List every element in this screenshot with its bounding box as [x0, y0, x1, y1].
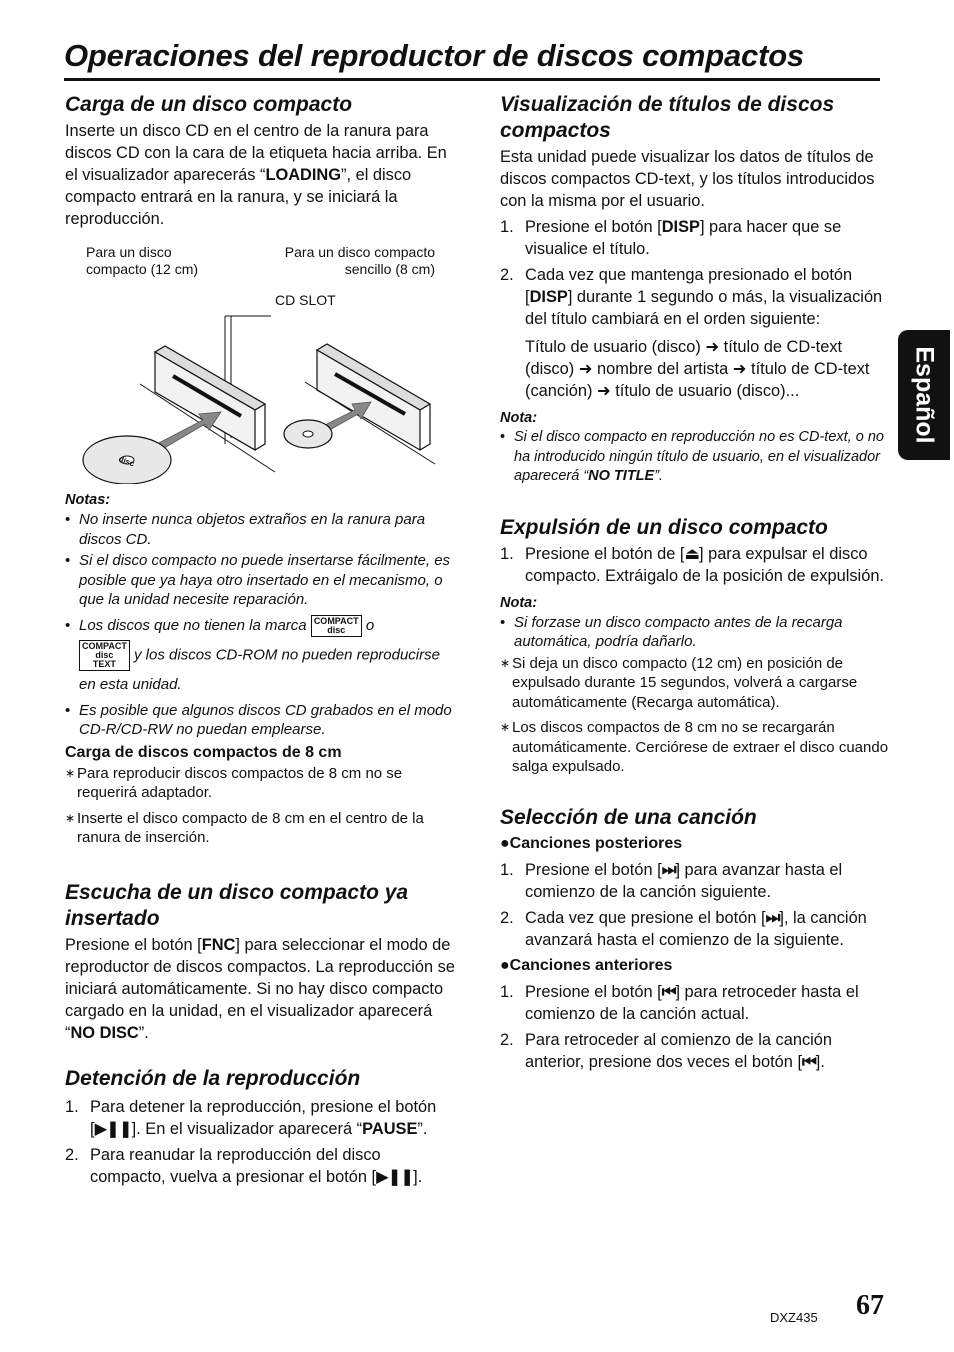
cd-8cm-disc: [284, 420, 332, 448]
right-column: [500, 92, 892, 1077]
visualizacion-notes: [500, 428, 892, 487]
posteriores-steps: [500, 859, 892, 951]
heading-detencion: Detención de la reproducción: [65, 1066, 361, 1090]
notes-label: Notas:: [65, 492, 111, 508]
previous-track-icon: ⏮: [802, 1052, 816, 1071]
subheading-posteriores: ●Canciones posteriores: [500, 834, 683, 852]
heading-visualizacion: Visualización de títulos de discos compactos: [500, 93, 835, 142]
page-title: Operaciones del reproductor de discos compactos: [64, 36, 880, 81]
subheading-8cm: Carga de discos compactos de 8 cm: [65, 743, 342, 761]
note-item: • Los discos que no tienen la marca COMPACT disc o COMPACT disc TEXT y los discos CD-ROM no pueden reproducirse en esta unidad.: [65, 615, 440, 693]
step-item: 2. Cada vez que mantenga presionado el botón [DISP] durante 1 segundo o más, la visualización del título cambiará en el orden siguiente: Título de usuario (disco) ➜ título de CD-text (disco) ➜ nombre del artista ➜ título de CD-text (canción) ➜ título de usuario (disco)...: [500, 264, 892, 402]
caption-12cm: Para un disco compacto (12 cm): [86, 244, 199, 277]
step-item: 2. Para retroceder al comienzo de la canción anterior, presione dos veces el botón [⏮].: [500, 1030, 833, 1071]
heading-escucha: Escucha de un disco compacto ya insertado: [65, 880, 409, 930]
caption-8cm: Para un disco compacto sencillo (8 cm): [284, 244, 435, 277]
model-number: DXZ435: [770, 1310, 818, 1325]
step-item: 1. Para detener la reproducción, presione el botón [▶❚❚]. En el visualizador aparecerá “PAUSE”.: [65, 1097, 437, 1138]
visualizacion-paragraph: Esta unidad puede visualizar los datos de títulos de discos compactos CD-text, y los títulos introducidos con la misma por el usuario.: [500, 148, 875, 210]
asterisk-item: ∗ Si deja un disco compacto (12 cm) en posición de expulsado durante 15 segundos, volverá a cargarse automáticamente (Recarga automática).: [500, 654, 858, 711]
svg-text:disc: disc: [117, 454, 136, 469]
play-pause-icon: ▶❚❚: [94, 1119, 132, 1138]
page-number: 67: [856, 1290, 884, 1321]
carga-notes: [65, 510, 460, 740]
note-item: • No inserte nunca objetos extraños en la ranura para discos CD.: [65, 511, 426, 548]
cd-insertion-figure: [65, 244, 455, 484]
cd-12cm-disc: [83, 436, 171, 484]
heading-seleccion: Selección de una canción: [500, 805, 757, 829]
step-item: 2. Para reanudar la reproducción del disco compacto, vuelva a presionar el botón [▶❚❚].: [65, 1145, 423, 1186]
left-column: [65, 92, 460, 1192]
expulsion-notes: [500, 613, 892, 652]
note-item: • Si el disco compacto no puede insertarse fácilmente, es posible que ya haya otro insertado en el mecanismo, o que la unidad necesite reparación.: [65, 552, 451, 608]
asterisk-item: ∗ Inserte el disco compacto de 8 cm en el centro de la ranura de inserción.: [65, 809, 424, 846]
heading-expulsion: Expulsión de un disco compacto: [500, 515, 828, 539]
asterisk-item: ∗ Los discos compactos de 8 cm no se recargarán automáticamente. Cerciórese de extraer el disco cuando salga expulsado.: [500, 719, 889, 775]
step-item: 1. Presione el botón [DISP] para hacer que se visualice el título.: [500, 218, 842, 258]
compact-disc-logo: COMPACT disc: [311, 615, 362, 637]
previous-track-icon: ⏮: [661, 982, 676, 1001]
title-sequence: Título de usuario (disco) ➜ título de CD-text (disco) ➜ nombre del artista ➜ título de CD-text (canción) ➜ título de usuario (disco)...: [525, 338, 870, 400]
note-item: • Es posible que algunos discos CD grabados en el modo CD-R/CD-RW no puedan emplearse.: [65, 701, 452, 738]
note-item: • Si el disco compacto en reproducción no es CD-text, o no ha introducido ningún título de usuario, en el visualizador aparecerá “NO TITLE”.: [500, 429, 884, 484]
compact-disc-text-logo: COMPACT disc TEXT: [79, 640, 130, 671]
step-item: 1. Presione el botón de [⏏] para expulsar el disco compacto. Extráigalo de la posición de expulsión.: [500, 544, 884, 585]
carga-8cm-list: [65, 764, 460, 848]
step-item: 1. Presione el botón [⏭] para avanzar hasta el comienzo de la canción siguiente.: [500, 860, 843, 901]
caption-cd-slot: CD SLOT: [275, 292, 336, 308]
detencion-steps: [65, 1096, 460, 1188]
nota-label: Nota:: [500, 410, 538, 426]
escucha-paragraph: Presione el botón [FNC] para seleccionar el modo de reproductor de discos compactos. La reproducción se iniciará automáticamente. Si no hay disco compacto cargado en la unidad, en el visualizador aparecerá “NO DISC”.: [65, 935, 455, 1042]
step-item: 2. Cada vez que presione el botón [⏭], la canción avanzará hasta el comienzo de la siguiente.: [500, 908, 867, 949]
next-track-icon: ⏭: [765, 908, 780, 927]
anteriores-steps: [500, 981, 892, 1073]
asterisk-item: ∗ Para reproducir discos compactos de 8 cm no se requerirá adaptador.: [65, 764, 403, 801]
eject-icon: ⏏: [684, 544, 699, 563]
subheading-anteriores: ●Canciones anteriores: [500, 956, 673, 974]
step-item: 1. Presione el botón [⏮] para retroceder hasta el comienzo de la canción actual.: [500, 982, 859, 1023]
heading-carga: Carga de un disco compacto: [65, 93, 353, 116]
note-item: • Si forzase un disco compacto antes de la recarga automática, podría dañarlo.: [500, 613, 843, 650]
expulsion-steps: [500, 543, 892, 587]
play-pause-icon: ▶❚❚: [376, 1167, 414, 1186]
expulsion-asterisk-list: [500, 654, 892, 777]
visualizacion-steps: [500, 216, 892, 402]
cd-slot-illustration: [65, 254, 455, 484]
next-track-icon: ⏭: [661, 860, 676, 879]
language-side-tab: Español: [898, 330, 950, 460]
nota-label: Nota:: [500, 594, 538, 611]
carga-paragraph: Inserte un disco CD en el centro de la ranura para discos CD con la cara de la etiqueta hacia arriba. En el visualizador aparecerás “LOADING”, el disco compacto entrará en la ranura, y se iniciará la reproducción.: [65, 122, 447, 228]
